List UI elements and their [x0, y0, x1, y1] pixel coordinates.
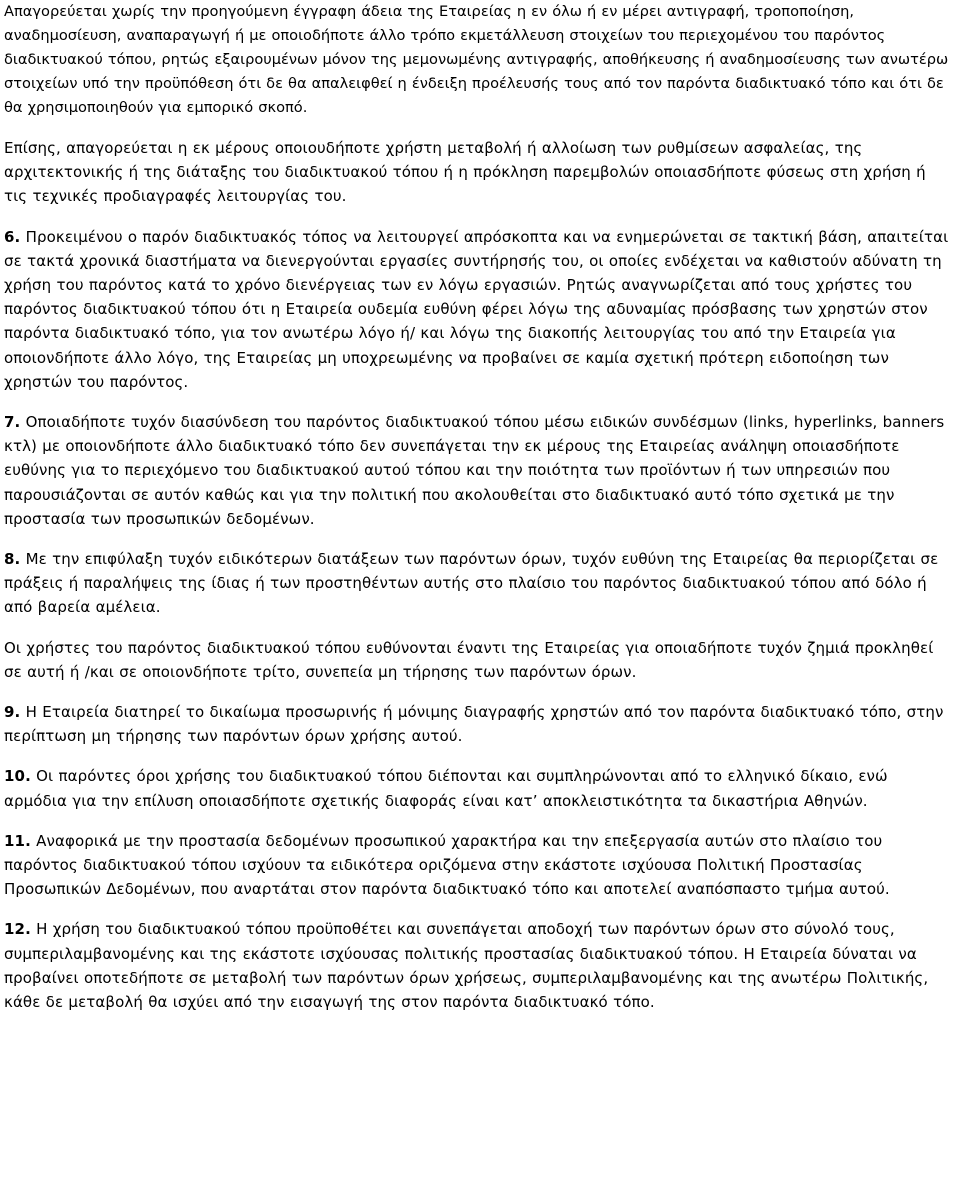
clause-text: Οποιαδήποτε τυχόν διασύνδεση του παρόντος διαδικτυακού τόπου μέσω ειδικών συνδέσμων (links, hyperlinks, banners κτλ) με οποιονδήποτε άλλο διαδικτυακό τόπο δεν συνεπάγεται την εκ μέρους της Εταιρείας ανάληψη οποιασδήποτε ευθύνης για το περιεχόμενο του διαδικτυακού αυτού τόπου και την ποιότητα των προϊόντων ή των υπηρεσιών που παρουσιάζονται σε αυτόν καθώς και για την πολιτική που ακολουθείται στο διαδικτυακό αυτό τόπο σχετικά με την προστασία των προσωπικών δεδομένων.: [4, 413, 945, 528]
clause-number: 10.: [4, 767, 31, 786]
clause-number: 11.: [4, 831, 31, 850]
clause-8: [4, 547, 954, 620]
paragraph-copy-restriction: [4, 0, 954, 120]
clause-12: [4, 917, 954, 1014]
paragraph-text: Απαγορεύεται χωρίς την προηγούμενη έγγραφη άδεια της Εταιρείας η εν όλω ή εν μέρει αντιγραφή, τροποποίηση, αναδημοσίευση, αναπαραγωγή ή με οποιοδήποτε άλλο τρόπο εκμετάλλευση στοιχείων του περιεχομένου του παρόντος διαδικτυακού τόπου, ρητώς εξαιρουμένων μόνον της μεμονωμένης αντιγραφής, αποθήκευσης ή αναδημοσίευσης των ανωτέρω στοιχείων υπό την προϋπόθεση ότι δε θα απαλειφθεί η ένδειξη προέλευσής τους από τον παρόντα διαδικτυακό τόπο και ότι δε θα χρησιμοποιηθούν για εμπορικό σκοπό.: [4, 3, 949, 116]
clause-number: 12.: [4, 920, 31, 939]
paragraph-user-liability: [4, 636, 954, 684]
clause-number: 6.: [4, 227, 21, 246]
clause-text: Με την επιφύλαξη τυχόν ειδικότερων διατάξεων των παρόντων όρων, τυχόν ευθύνη της Εταιρείας θα περιορίζεται σε πράξεις ή παραλήψεις της ίδιας ή των προστηθέντων αυτής στο πλαίσιο του παρόντος διαδικτυακού τόπου από δόλο ή από βαρεία αμέλεια.: [4, 550, 939, 617]
paragraph-security-settings: [4, 136, 954, 209]
clause-11: [4, 829, 954, 902]
clause-text: Αναφορικά με την προστασία δεδομένων προσωπικού χαρακτήρα και την επεξεργασία αυτών στο πλαίσιο του παρόντος διαδικτυακού τόπου ισχύουν τα ειδικότερα οριζόμενα στην εκάστοτε ισχύουσα Πολιτική Προστασίας Προσωπικών Δεδομένων, που αναρτάται στον παρόντα διαδικτυακό τόπο και αποτελεί αναπόσπαστο τμήμα αυτού.: [4, 831, 890, 899]
clause-7: [4, 410, 954, 531]
clause-9: [4, 700, 954, 748]
clause-10: [4, 764, 954, 812]
paragraph-text: Οι χρήστες του παρόντος διαδικτυακού τόπου ευθύνονται έναντι της Εταιρείας για οποιαδήποτε τυχόν ζημιά προκληθεί σε αυτή ή /και σε οποιονδήποτε τρίτο, συνεπεία μη τήρησης των παρόντων όρων.: [4, 638, 934, 681]
clause-6: [4, 225, 954, 394]
clause-number: 8.: [4, 550, 21, 569]
clause-text: Η Εταιρεία διατηρεί το δικαίωμα προσωρινής ή μόνιμης διαγραφής χρηστών από τον παρόντα διαδικτυακό τόπο, στην περίπτωση μη τήρησης των παρόντων όρων χρήσης αυτού.: [4, 703, 944, 746]
clause-number: 7.: [4, 413, 21, 432]
paragraph-text: Επίσης, απαγορεύεται η εκ μέρους οποιουδήποτε χρήστη μεταβολή ή αλλοίωση των ρυθμίσεων ασφαλείας, της αρχιτεκτονικής ή της διάταξης του διαδικτυακού τόπου ή η πρόκληση παρεμβολών οποιασδήποτε φύσεως στη χρήση ή τις τεχνικές προδιαγραφές λειτουργίας του.: [4, 139, 926, 206]
clause-text: Οι παρόντες όροι χρήσης του διαδικτυακού τόπου διέπονται και συμπληρώνονται από το ελληνικό δίκαιο, ενώ αρμόδια για την επίλυση οποιασδήποτε σχετικής διαφοράς είναι κατ’ αποκλειστικότητα τα δικαστήρια Αθηνών.: [4, 767, 888, 810]
clause-text: Η χρήση του διαδικτυακού τόπου προϋποθέτει και συνεπάγεται αποδοχή των παρόντων όρων στο σύνολό τους, συμπεριλαμβανομένης και της εκάστοτε ισχύουσας πολιτικής προστασίας διαδικτυακού τόπου. Η Εταιρεία δύναται να προβαίνει οποτεδήποτε σε μεταβολή των παρόντων όρων χρήσεως, συμπεριλαμβανομένης και της ανωτέρω Πολιτικής, κάθε δε μεταβολή θα ισχύει από την εισαγωγή της στον παρόντα διαδικτυακό τόπο.: [4, 920, 929, 1012]
clause-number: 9.: [4, 703, 21, 722]
clause-text: Προκειμένου ο παρόν διαδικτυακός τόπος να λειτουργεί απρόσκοπτα και να ενημερώνεται σε τακτική βάση, απαιτείται σε τακτά χρονικά διαστήματα να διενεργούνται εργασίες συντήρησής του, οι οποίες ενδέχεται να καθιστούν αδύνατη τη χρήση του παρόντος κατά το χρόνο διενέργειας των εν λόγω εργασιών. Ρητώς αναγνωρίζεται από τους χρήστες του παρόντος διαδικτυακού τόπου ότι η Εταιρεία ουδεμία ευθύνη φέρει λόγω της αδυναμίας πρόσβασης των χρηστών στον παρόντα διαδικτυακό τόπο, για τον ανωτέρω λόγο ή/ και λόγω της διακοπής λειτουργίας του από την Εταιρεία για οποιονδήποτε άλλο λόγο, της Εταιρείας μη υποχρεωμένης να προβαίνει σε καμία σχετική πρότερη ειδοποίηση των χρηστών του παρόντος.: [4, 227, 949, 391]
